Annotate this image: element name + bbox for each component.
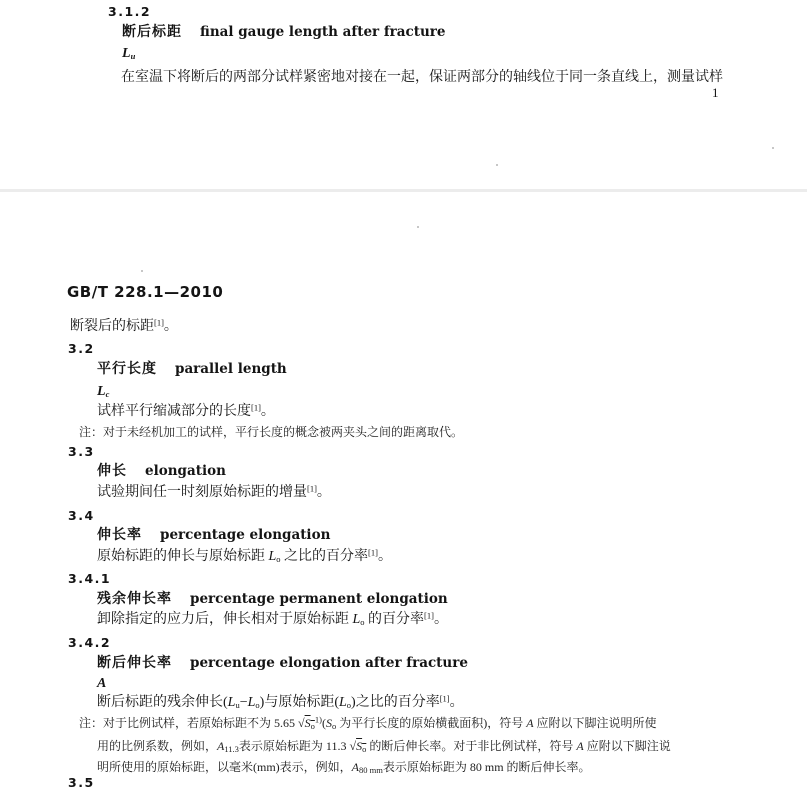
footnote-line-1: 注：对于比例试样，若原始标距不为 5.65 $√S_o^{1)}(S_o$ 为平行长度的原始横截面积)，符号 A 应附以下脚注说明所使 (79, 714, 657, 731)
term-line-3-1-2 (122, 24, 446, 42)
term-line-3-4-2 (97, 655, 468, 673)
clause-number-3-4-2: 3.4.2 (68, 635, 112, 650)
definition-3-4-2: 断后标距的残余伸长$(L_u-L_o)$与原始标距$(L_o)$之比的百分率[1]。 (97, 693, 464, 710)
term-line-3-3 (97, 463, 226, 481)
definition-3-3: 试验期间任一时刻原始标距的增量[1]。 (97, 483, 331, 500)
term-en-3-4-1: percentage permanent elongation (190, 591, 448, 607)
note-3-2: 注：对于未经机加工的试样，平行长度的概念被两夹头之间的距离取代。 (79, 425, 464, 439)
scan-speck (772, 147, 774, 149)
footnote-line-2: 用的比例系数，例如，$A_{11.3}$表示原始标距为 11.3 $√S_o$ 的断后伸长率。对于非比例试样，符号 A 应附以下脚注说 (97, 739, 671, 754)
symbol-Lu: $L_u$ (122, 46, 136, 61)
symbol-Lc: $L_c$ (97, 384, 110, 399)
definition-3-1-2: 在室温下将断后的两部分试样紧密地对接在一起，保证两部分的轴线位于同一条直线上，测量试样 (121, 70, 723, 85)
scan-speck (417, 226, 419, 228)
term-en-3-4-2: percentage elongation after fracture (190, 655, 468, 671)
term-cn-3-4-1: 残余伸长率 (97, 591, 172, 607)
definition-continuation: 断裂后的标距[1]。 (70, 317, 178, 334)
scan-speck (496, 164, 498, 166)
clause-number-3-4-1: 3.4.1 (68, 571, 112, 586)
footnote-line-3: 明所使用的原始标距，以毫米(mm)表示，例如，$A_{80 mm}$表示原始标距为 80 mm 的断后伸长率。 (97, 760, 591, 775)
term-line-3-4-1 (97, 591, 448, 609)
scan-speck (141, 270, 143, 272)
term-en-3-3: elongation (145, 463, 226, 479)
clause-number-3-2: 3.2 (68, 341, 95, 356)
standard-number-header: GB/T 228.1—2010 (67, 283, 224, 301)
term-en-3-4: percentage elongation (160, 527, 331, 543)
term-cn-3-4-2: 断后伸长率 (97, 655, 172, 671)
definition-3-4-1: 卸除指定的应力后，伸长相对于原始标距 $L_o$ 的百分率[1]。 (97, 610, 448, 627)
term-cn-3-1-2: 断后标距 (122, 24, 182, 40)
clause-number-3-4: 3.4 (68, 508, 95, 523)
page-number: 1 (712, 85, 719, 100)
term-cn-3-2: 平行长度 (97, 361, 157, 377)
term-en-3-2: parallel length (175, 361, 287, 377)
clause-number-3-3: 3.3 (68, 444, 95, 459)
definition-3-2: 试样平行缩减部分的长度[1]。 (97, 402, 275, 419)
page-separator (0, 189, 807, 192)
term-line-3-4 (97, 527, 330, 545)
definition-3-4: 原始标距的伸长与原始标距 $L_o$ 之比的百分率[1]。 (97, 547, 392, 564)
symbol-A: A (97, 676, 107, 691)
term-line-3-2 (97, 361, 287, 379)
term-cn-3-4: 伸长率 (97, 527, 142, 543)
clause-number-3-1-2: 3.1.2 (108, 4, 152, 19)
clause-number-3-5-clipped: 3.5 (68, 775, 95, 790)
term-cn-3-3: 伸长 (97, 463, 127, 479)
term-en-3-1-2: final gauge length after fracture (200, 24, 446, 40)
